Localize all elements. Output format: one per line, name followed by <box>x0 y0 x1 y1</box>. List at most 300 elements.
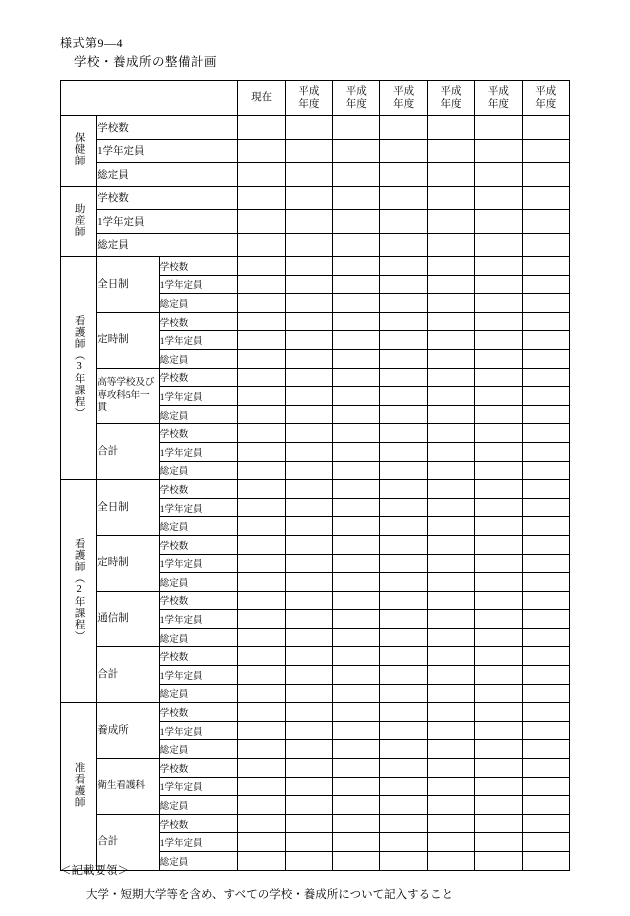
table-row <box>61 139 570 163</box>
data-cell-y1[interactable] <box>285 257 332 276</box>
data-cell-y6[interactable] <box>522 257 569 276</box>
data-cell-y4[interactable] <box>427 331 474 350</box>
data-cell-current[interactable] <box>238 610 285 629</box>
data-cell-current[interactable] <box>238 647 285 666</box>
data-cell-current[interactable] <box>238 312 285 331</box>
data-cell-y1[interactable] <box>285 610 332 629</box>
data-cell-y1[interactable] <box>285 275 332 294</box>
data-cell-y5[interactable] <box>475 610 522 629</box>
data-cell-y1[interactable] <box>285 628 332 647</box>
data-cell-y1[interactable] <box>285 498 332 517</box>
data-cell-y2[interactable] <box>333 721 380 740</box>
data-cell-y2[interactable] <box>333 368 380 387</box>
row-label-total: 総定員 <box>159 628 238 647</box>
data-cell-y5[interactable] <box>475 721 522 740</box>
data-cell-y6[interactable] <box>522 331 569 350</box>
data-cell-y6[interactable] <box>522 610 569 629</box>
data-cell-y2[interactable] <box>333 275 380 294</box>
data-cell-current[interactable] <box>238 461 285 480</box>
data-cell-y3[interactable] <box>380 684 427 703</box>
data-cell-y1[interactable] <box>285 116 332 140</box>
data-cell-y6[interactable] <box>522 777 569 796</box>
data-cell-current[interactable] <box>238 833 285 852</box>
data-cell-y4[interactable] <box>427 442 474 461</box>
data-cell-current[interactable] <box>238 535 285 554</box>
data-cell-y3[interactable] <box>380 852 427 871</box>
data-cell-y4[interactable] <box>427 628 474 647</box>
data-cell-current[interactable] <box>238 349 285 368</box>
data-cell-y6[interactable] <box>522 535 569 554</box>
data-cell-y4[interactable] <box>427 684 474 703</box>
data-cell-y3[interactable] <box>380 647 427 666</box>
data-cell-y6[interactable] <box>522 424 569 443</box>
data-cell-y6[interactable] <box>522 294 569 313</box>
data-cell-y5[interactable] <box>475 535 522 554</box>
data-cell-y3[interactable] <box>380 796 427 815</box>
data-cell-y2[interactable] <box>333 852 380 871</box>
data-cell-y3[interactable] <box>380 312 427 331</box>
data-cell-y5[interactable] <box>475 233 522 257</box>
data-cell-y5[interactable] <box>475 331 522 350</box>
data-cell-y3[interactable] <box>380 233 427 257</box>
data-cell-y3[interactable] <box>380 442 427 461</box>
data-cell-y6[interactable] <box>522 312 569 331</box>
data-cell-y1[interactable] <box>285 721 332 740</box>
data-cell-y2[interactable] <box>333 535 380 554</box>
data-cell-y3[interactable] <box>380 666 427 685</box>
data-cell-y2[interactable] <box>333 591 380 610</box>
data-cell-current[interactable] <box>238 331 285 350</box>
data-cell-current[interactable] <box>238 368 285 387</box>
data-cell-y4[interactable] <box>427 424 474 443</box>
data-cell-y4[interactable] <box>427 535 474 554</box>
data-cell-current[interactable] <box>238 591 285 610</box>
data-cell-y5[interactable] <box>475 684 522 703</box>
data-cell-y4[interactable] <box>427 461 474 480</box>
data-cell-y5[interactable] <box>475 257 522 276</box>
data-cell-y6[interactable] <box>522 387 569 406</box>
data-cell-y1[interactable] <box>285 777 332 796</box>
data-cell-y2[interactable] <box>333 387 380 406</box>
data-cell-current[interactable] <box>238 628 285 647</box>
data-cell-y4[interactable] <box>427 647 474 666</box>
data-cell-y6[interactable] <box>522 796 569 815</box>
data-cell-y6[interactable] <box>522 740 569 759</box>
data-cell-y4[interactable] <box>427 257 474 276</box>
header-year-2 <box>333 81 380 116</box>
data-cell-y5[interactable] <box>475 275 522 294</box>
data-cell-current[interactable] <box>238 721 285 740</box>
data-cell-y2[interactable] <box>333 331 380 350</box>
data-cell-y5[interactable] <box>475 628 522 647</box>
data-cell-y2[interactable] <box>333 405 380 424</box>
data-cell-y5[interactable] <box>475 480 522 499</box>
data-cell-y3[interactable] <box>380 405 427 424</box>
data-cell-y1[interactable] <box>285 647 332 666</box>
data-cell-y3[interactable] <box>380 777 427 796</box>
data-cell-y1[interactable] <box>285 233 332 257</box>
data-cell-y1[interactable] <box>285 554 332 573</box>
data-cell-current[interactable] <box>238 740 285 759</box>
data-cell-y4[interactable] <box>427 405 474 424</box>
data-cell-y6[interactable] <box>522 461 569 480</box>
data-cell-y3[interactable] <box>380 573 427 592</box>
data-cell-y2[interactable] <box>333 116 380 140</box>
data-cell-y1[interactable] <box>285 814 332 833</box>
data-cell-y4[interactable] <box>427 833 474 852</box>
data-cell-current[interactable] <box>238 424 285 443</box>
data-cell-y1[interactable] <box>285 517 332 536</box>
data-cell-y2[interactable] <box>333 480 380 499</box>
data-cell-y2[interactable] <box>333 777 380 796</box>
data-cell-y4[interactable] <box>427 498 474 517</box>
table-header-row <box>61 81 570 116</box>
data-cell-current[interactable] <box>238 703 285 722</box>
data-cell-y1[interactable] <box>285 424 332 443</box>
data-cell-y4[interactable] <box>427 139 474 163</box>
data-cell-y6[interactable] <box>522 647 569 666</box>
data-cell-y2[interactable] <box>333 498 380 517</box>
data-cell-y4[interactable] <box>427 554 474 573</box>
row-label-first-year: 1学年定員 <box>159 442 238 461</box>
data-cell-y2[interactable] <box>333 461 380 480</box>
data-cell-current[interactable] <box>238 163 285 187</box>
data-cell-y2[interactable] <box>333 257 380 276</box>
data-cell-y5[interactable] <box>475 387 522 406</box>
data-cell-y1[interactable] <box>285 480 332 499</box>
data-cell-current[interactable] <box>238 759 285 778</box>
data-cell-y1[interactable] <box>285 535 332 554</box>
data-cell-y5[interactable] <box>475 349 522 368</box>
data-cell-y4[interactable] <box>427 210 474 234</box>
data-cell-y6[interactable] <box>522 116 569 140</box>
data-cell-y5[interactable] <box>475 814 522 833</box>
data-cell-y6[interactable] <box>522 666 569 685</box>
data-cell-y2[interactable] <box>333 666 380 685</box>
data-cell-y1[interactable] <box>285 405 332 424</box>
data-cell-y4[interactable] <box>427 740 474 759</box>
row-label-total: 総定員 <box>159 517 238 536</box>
data-cell-current[interactable] <box>238 387 285 406</box>
data-cell-current[interactable] <box>238 814 285 833</box>
data-cell-current[interactable] <box>238 852 285 871</box>
subgroup-label-teijisei: 定時制 <box>97 535 159 591</box>
data-cell-y4[interactable] <box>427 163 474 187</box>
data-cell-y4[interactable] <box>427 517 474 536</box>
data-cell-y1[interactable] <box>285 186 332 210</box>
data-cell-current[interactable] <box>238 186 285 210</box>
data-cell-y4[interactable] <box>427 814 474 833</box>
data-cell-y4[interactable] <box>427 852 474 871</box>
data-cell-y2[interactable] <box>333 442 380 461</box>
data-cell-y5[interactable] <box>475 777 522 796</box>
data-cell-y3[interactable] <box>380 535 427 554</box>
data-cell-y1[interactable] <box>285 666 332 685</box>
data-cell-y4[interactable] <box>427 796 474 815</box>
data-cell-y2[interactable] <box>333 233 380 257</box>
data-cell-y6[interactable] <box>522 163 569 187</box>
data-cell-y1[interactable] <box>285 387 332 406</box>
row-label-total: 総定員 <box>159 684 238 703</box>
data-cell-current[interactable] <box>238 442 285 461</box>
data-cell-y5[interactable] <box>475 740 522 759</box>
data-cell-y5[interactable] <box>475 759 522 778</box>
data-cell-y3[interactable] <box>380 424 427 443</box>
data-cell-current[interactable] <box>238 666 285 685</box>
data-cell-y2[interactable] <box>333 139 380 163</box>
row-label-first-year: 1学年定員 <box>159 833 238 852</box>
data-cell-y6[interactable] <box>522 139 569 163</box>
table-row <box>61 703 570 722</box>
data-cell-y3[interactable] <box>380 591 427 610</box>
data-cell-current[interactable] <box>238 116 285 140</box>
data-cell-y1[interactable] <box>285 852 332 871</box>
data-cell-y4[interactable] <box>427 573 474 592</box>
data-cell-y5[interactable] <box>475 666 522 685</box>
data-cell-y2[interactable] <box>333 163 380 187</box>
data-cell-y3[interactable] <box>380 210 427 234</box>
data-cell-y5[interactable] <box>475 139 522 163</box>
data-cell-y3[interactable] <box>380 186 427 210</box>
table-row <box>61 116 570 140</box>
data-cell-y1[interactable] <box>285 368 332 387</box>
data-cell-y5[interactable] <box>475 163 522 187</box>
data-cell-y3[interactable] <box>380 368 427 387</box>
data-cell-y5[interactable] <box>475 424 522 443</box>
data-cell-y4[interactable] <box>427 480 474 499</box>
data-cell-y6[interactable] <box>522 759 569 778</box>
data-cell-y2[interactable] <box>333 312 380 331</box>
data-cell-y3[interactable] <box>380 517 427 536</box>
data-cell-y3[interactable] <box>380 703 427 722</box>
data-cell-y1[interactable] <box>285 442 332 461</box>
data-cell-y5[interactable] <box>475 294 522 313</box>
data-cell-y4[interactable] <box>427 294 474 313</box>
data-cell-y2[interactable] <box>333 186 380 210</box>
data-cell-y5[interactable] <box>475 186 522 210</box>
row-label-total: 総定員 <box>159 796 238 815</box>
data-cell-y2[interactable] <box>333 814 380 833</box>
data-cell-y2[interactable] <box>333 573 380 592</box>
row-label-schools: 学校数 <box>159 814 238 833</box>
data-cell-current[interactable] <box>238 257 285 276</box>
data-cell-y4[interactable] <box>427 116 474 140</box>
data-cell-current[interactable] <box>238 233 285 257</box>
data-cell-y3[interactable] <box>380 387 427 406</box>
data-cell-y6[interactable] <box>522 852 569 871</box>
data-cell-y2[interactable] <box>333 796 380 815</box>
data-cell-y6[interactable] <box>522 480 569 499</box>
data-cell-y6[interactable] <box>522 554 569 573</box>
data-cell-current[interactable] <box>238 294 285 313</box>
header-year-3 <box>380 81 427 116</box>
data-cell-y6[interactable] <box>522 703 569 722</box>
row-label-first-year: 1学年定員 <box>159 387 238 406</box>
data-cell-y1[interactable] <box>285 833 332 852</box>
data-cell-y1[interactable] <box>285 703 332 722</box>
data-cell-y2[interactable] <box>333 628 380 647</box>
data-cell-current[interactable] <box>238 405 285 424</box>
data-cell-y3[interactable] <box>380 833 427 852</box>
data-cell-y3[interactable] <box>380 461 427 480</box>
data-cell-y1[interactable] <box>285 573 332 592</box>
data-cell-y3[interactable] <box>380 257 427 276</box>
data-cell-y4[interactable] <box>427 387 474 406</box>
data-cell-y4[interactable] <box>427 610 474 629</box>
data-cell-y1[interactable] <box>285 294 332 313</box>
data-cell-y6[interactable] <box>522 498 569 517</box>
data-cell-y5[interactable] <box>475 312 522 331</box>
data-cell-y2[interactable] <box>333 424 380 443</box>
data-cell-y4[interactable] <box>427 186 474 210</box>
data-cell-y6[interactable] <box>522 833 569 852</box>
data-cell-y3[interactable] <box>380 554 427 573</box>
data-cell-y3[interactable] <box>380 480 427 499</box>
data-cell-y5[interactable] <box>475 852 522 871</box>
data-cell-current[interactable] <box>238 777 285 796</box>
data-cell-y5[interactable] <box>475 591 522 610</box>
data-cell-y1[interactable] <box>285 461 332 480</box>
table-row <box>61 759 570 778</box>
data-cell-y6[interactable] <box>522 684 569 703</box>
data-cell-y4[interactable] <box>427 368 474 387</box>
header-year-1-line2: 年度 <box>298 99 320 110</box>
data-cell-y2[interactable] <box>333 294 380 313</box>
data-cell-y5[interactable] <box>475 442 522 461</box>
data-cell-y3[interactable] <box>380 740 427 759</box>
data-cell-current[interactable] <box>238 480 285 499</box>
data-cell-y2[interactable] <box>333 349 380 368</box>
data-cell-y3[interactable] <box>380 349 427 368</box>
data-cell-y4[interactable] <box>427 666 474 685</box>
data-cell-y4[interactable] <box>427 591 474 610</box>
data-cell-y3[interactable] <box>380 610 427 629</box>
row-label-first-year: 1学年定員 <box>159 666 238 685</box>
row-label-total: 総定員 <box>159 852 238 871</box>
data-cell-y1[interactable] <box>285 163 332 187</box>
header-year-4-line1: 平成 <box>440 85 462 97</box>
data-cell-y5[interactable] <box>475 554 522 573</box>
data-cell-y2[interactable] <box>333 833 380 852</box>
data-cell-y6[interactable] <box>522 591 569 610</box>
data-cell-current[interactable] <box>238 139 285 163</box>
data-cell-y6[interactable] <box>522 517 569 536</box>
data-cell-y5[interactable] <box>475 573 522 592</box>
data-cell-y3[interactable] <box>380 116 427 140</box>
data-cell-y3[interactable] <box>380 721 427 740</box>
data-cell-y2[interactable] <box>333 610 380 629</box>
data-cell-y1[interactable] <box>285 684 332 703</box>
data-cell-y5[interactable] <box>475 461 522 480</box>
data-cell-y5[interactable] <box>475 647 522 666</box>
data-cell-y4[interactable] <box>427 349 474 368</box>
data-cell-current[interactable] <box>238 684 285 703</box>
data-cell-y5[interactable] <box>475 498 522 517</box>
row-label-total: 総定員 <box>97 163 238 187</box>
subgroup-label-goukei: 合計 <box>97 647 159 703</box>
data-cell-current[interactable] <box>238 554 285 573</box>
data-cell-y6[interactable] <box>522 233 569 257</box>
data-cell-y6[interactable] <box>522 275 569 294</box>
data-cell-y6[interactable] <box>522 210 569 234</box>
data-cell-y1[interactable] <box>285 759 332 778</box>
data-cell-y1[interactable] <box>285 796 332 815</box>
header-year-5 <box>475 81 522 116</box>
data-cell-y4[interactable] <box>427 703 474 722</box>
data-cell-current[interactable] <box>238 498 285 517</box>
data-cell-y5[interactable] <box>475 368 522 387</box>
data-cell-y6[interactable] <box>522 186 569 210</box>
data-cell-y5[interactable] <box>475 405 522 424</box>
data-cell-current[interactable] <box>238 573 285 592</box>
data-cell-y5[interactable] <box>475 833 522 852</box>
data-cell-y2[interactable] <box>333 647 380 666</box>
data-cell-y4[interactable] <box>427 233 474 257</box>
data-cell-y4[interactable] <box>427 777 474 796</box>
data-cell-y2[interactable] <box>333 554 380 573</box>
data-cell-y3[interactable] <box>380 275 427 294</box>
data-cell-y1[interactable] <box>285 210 332 234</box>
data-cell-y4[interactable] <box>427 312 474 331</box>
data-cell-y3[interactable] <box>380 814 427 833</box>
data-cell-y6[interactable] <box>522 442 569 461</box>
data-cell-y1[interactable] <box>285 591 332 610</box>
data-cell-y1[interactable] <box>285 740 332 759</box>
data-cell-y5[interactable] <box>475 210 522 234</box>
data-cell-y6[interactable] <box>522 405 569 424</box>
data-cell-y6[interactable] <box>522 349 569 368</box>
data-cell-y3[interactable] <box>380 294 427 313</box>
data-cell-y4[interactable] <box>427 759 474 778</box>
data-cell-y5[interactable] <box>475 116 522 140</box>
data-cell-y5[interactable] <box>475 703 522 722</box>
data-cell-current[interactable] <box>238 796 285 815</box>
data-cell-y3[interactable] <box>380 498 427 517</box>
header-year-4-line2: 年度 <box>440 99 462 110</box>
data-cell-y6[interactable] <box>522 814 569 833</box>
data-cell-y6[interactable] <box>522 573 569 592</box>
table-row <box>61 424 570 443</box>
data-cell-y2[interactable] <box>333 759 380 778</box>
data-cell-y1[interactable] <box>285 349 332 368</box>
data-cell-y2[interactable] <box>333 684 380 703</box>
header-year-1-line1: 平成 <box>298 85 320 97</box>
data-cell-y6[interactable] <box>522 721 569 740</box>
data-cell-current[interactable] <box>238 275 285 294</box>
data-cell-y6[interactable] <box>522 628 569 647</box>
data-cell-y2[interactable] <box>333 703 380 722</box>
header-year-4 <box>427 81 474 116</box>
data-cell-y5[interactable] <box>475 796 522 815</box>
data-cell-y2[interactable] <box>333 210 380 234</box>
data-cell-y3[interactable] <box>380 331 427 350</box>
data-cell-y3[interactable] <box>380 759 427 778</box>
data-cell-y6[interactable] <box>522 368 569 387</box>
data-cell-y2[interactable] <box>333 517 380 536</box>
data-cell-y3[interactable] <box>380 163 427 187</box>
data-cell-y5[interactable] <box>475 517 522 536</box>
data-cell-y4[interactable] <box>427 721 474 740</box>
data-cell-y3[interactable] <box>380 139 427 163</box>
data-cell-current[interactable] <box>238 517 285 536</box>
data-cell-y3[interactable] <box>380 628 427 647</box>
data-cell-y1[interactable] <box>285 139 332 163</box>
data-cell-y4[interactable] <box>427 275 474 294</box>
data-cell-y1[interactable] <box>285 312 332 331</box>
data-cell-y1[interactable] <box>285 331 332 350</box>
data-cell-current[interactable] <box>238 210 285 234</box>
data-cell-y2[interactable] <box>333 740 380 759</box>
